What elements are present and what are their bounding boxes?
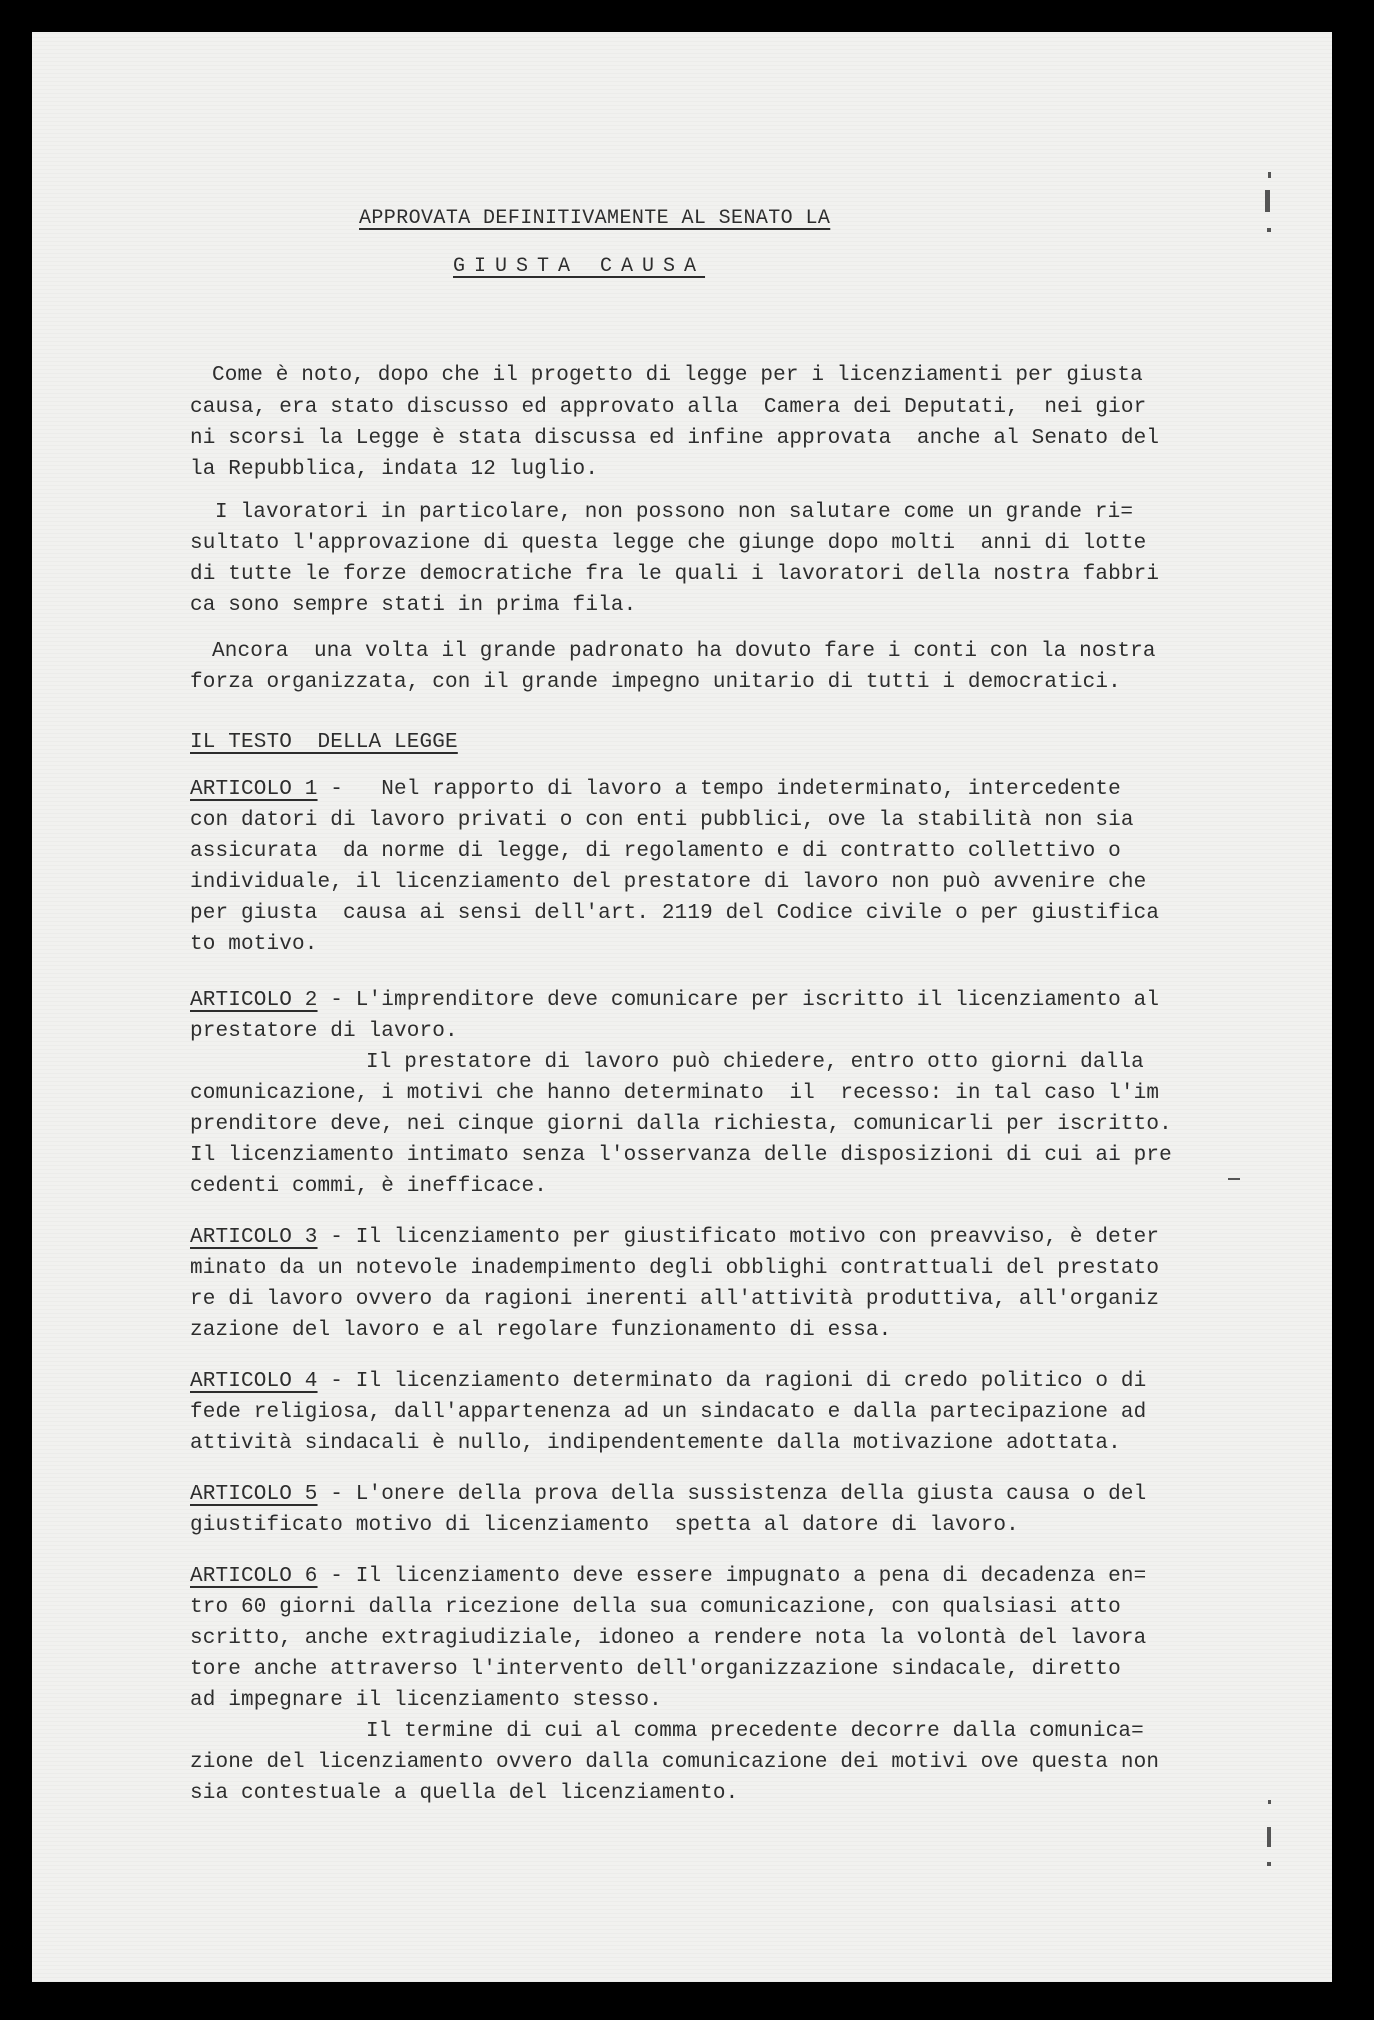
article-4-line: attività sindacali è nullo, indipendentemente dalla motivazione adottata. xyxy=(190,1432,1121,1455)
scan-mark xyxy=(1267,1827,1271,1847)
intro-p1-line: la Repubblica, indata 12 luglio. xyxy=(190,458,599,481)
section-heading: IL TESTO DELLA LEGGE xyxy=(190,731,458,754)
article-1-line: to motivo. xyxy=(190,933,318,956)
article-2-line: prenditore deve, nei cinque giorni dalla richiesta, comunicarli per iscritto. xyxy=(190,1113,1172,1136)
intro-p2-line: ca sono sempre stati in prima fila. xyxy=(190,594,637,617)
article-6-line: scritto, anche extragiudiziale, idoneo a rendere nota la volontà del lavora xyxy=(190,1627,1147,1650)
intro-p3-line: forza organizzata, con il grande impegno unitario di tutti i democratici. xyxy=(190,671,1121,694)
article-1-line: con datori di lavoro privati o con enti pubblici, ove la stabilità non sia xyxy=(190,809,1134,832)
article-6-label: ARTICOLO 6 xyxy=(190,1565,318,1588)
article-4-first-line xyxy=(190,1368,1146,1396)
article-2-line: cedenti commi, è inefficace. xyxy=(190,1175,548,1198)
article-6-line: ad impegnare il licenziamento stesso. xyxy=(190,1689,662,1712)
scan-mark xyxy=(1268,172,1271,178)
scan-mark xyxy=(1267,1862,1271,1866)
article-5-first-line xyxy=(190,1481,1146,1509)
article-6-line: tore anche attraverso l'intervento dell'organizzazione sindacale, diretto xyxy=(190,1658,1121,1681)
article-1-line: individuale, il licenziamento del prestatore di lavoro non può avvenire che xyxy=(190,871,1147,894)
intro-p1-line: Come è noto, dopo che il progetto di legge per i licenziamenti per giusta xyxy=(212,364,1143,387)
article-6-line: sia contestuale a quella del licenziamento. xyxy=(190,1782,739,1805)
article-2-label: ARTICOLO 2 xyxy=(190,989,318,1012)
title-line-1: APPROVATA DEFINITIVAMENTE AL SENATO LA xyxy=(359,207,831,230)
article-1-first-line xyxy=(190,776,1121,804)
article-6-line: tro 60 giorni dalla ricezione della sua comunicazione, con qualsiasi atto xyxy=(190,1596,1121,1619)
article-3-first-line xyxy=(190,1224,1159,1252)
article-4-text: - Il licenziamento determinato da ragioni di credo politico o di xyxy=(317,1370,1147,1393)
article-1-line: assicurata da norme di legge, di regolamento e di contratto collettivo o xyxy=(190,840,1121,863)
article-3-line: re di lavoro ovvero da ragioni inerenti all'attività produttiva, all'organiz xyxy=(190,1288,1160,1311)
intro-p2-line: I lavoratori in particolare, non possono non salutare come un grande ri= xyxy=(215,501,1134,524)
article-4-line: fede religiosa, dall'appartenenza ad un sindacato e dalla partecipazione ad xyxy=(190,1401,1147,1424)
article-1-text: - Nel rapporto di lavoro a tempo indeterminato, intercedente xyxy=(317,778,1121,801)
intro-p1-line: causa, era stato discusso ed approvato alla Camera dei Deputati, nei gior xyxy=(190,396,1147,419)
title-line-2: GIUSTA CAUSA xyxy=(453,255,706,278)
article-2-line: prestatore di lavoro. xyxy=(190,1020,458,1043)
article-3-line: minato da un notevole inadempimento degli obblighi contrattuali del prestato xyxy=(190,1257,1160,1280)
article-5-label: ARTICOLO 5 xyxy=(190,1483,318,1506)
intro-p1-line: ni scorsi la Legge è stata discussa ed infine approvata anche al Senato del xyxy=(190,427,1160,450)
article-4-label: ARTICOLO 4 xyxy=(190,1370,318,1393)
intro-p2-line: di tutte le forze democratiche fra le quali i lavoratori della nostra fabbri xyxy=(190,563,1160,586)
article-2-text: - L'imprenditore deve comunicare per iscritto il licenziamento al xyxy=(317,989,1160,1012)
article-2-line: comunicazione, i motivi che hanno determinato il recesso: in tal caso l'im xyxy=(190,1082,1160,1105)
article-3-text: - Il licenziamento per giustificato motivo con preavviso, è deter xyxy=(317,1226,1160,1249)
article-6-text: - Il licenziamento deve essere impugnato a pena di decadenza en= xyxy=(317,1565,1147,1588)
article-2-first-line xyxy=(190,987,1159,1015)
article-2-line: Il prestatore di lavoro può chiedere, entro otto giorni dalla xyxy=(366,1051,1144,1074)
article-5-text: - L'onere della prova della sussistenza della giusta causa o del xyxy=(317,1483,1147,1506)
article-6-first-line xyxy=(190,1563,1146,1591)
article-3-label: ARTICOLO 3 xyxy=(190,1226,318,1249)
document-page xyxy=(32,32,1332,1982)
article-5-line: giustificato motivo di licenziamento spetta al datore di lavoro. xyxy=(190,1514,1019,1537)
article-1-label: ARTICOLO 1 xyxy=(190,778,318,801)
article-3-line: zazione del lavoro e al regolare funzionamento di essa. xyxy=(190,1319,892,1342)
article-1-line: per giusta causa ai sensi dell'art. 2119 del Codice civile o per giustifica xyxy=(190,902,1160,925)
article-2-line: Il licenziamento intimato senza l'osservanza delle disposizioni di cui ai pre xyxy=(190,1144,1172,1167)
intro-p2-line: sultato l'approvazione di questa legge che giunge dopo molti anni di lotte xyxy=(190,532,1147,555)
article-6-line: Il termine di cui al comma precedente decorre dalla comunica= xyxy=(366,1720,1144,1743)
intro-p3-line: Ancora una volta il grande padronato ha dovuto fare i conti con la nostra xyxy=(212,640,1156,663)
scan-mark xyxy=(1228,1178,1240,1180)
scan-mark xyxy=(1265,190,1270,212)
scan-mark xyxy=(1267,228,1271,232)
article-6-line: zione del licenziamento ovvero dalla comunicazione dei motivi ove questa non xyxy=(190,1751,1160,1774)
scan-mark xyxy=(1268,1800,1271,1804)
